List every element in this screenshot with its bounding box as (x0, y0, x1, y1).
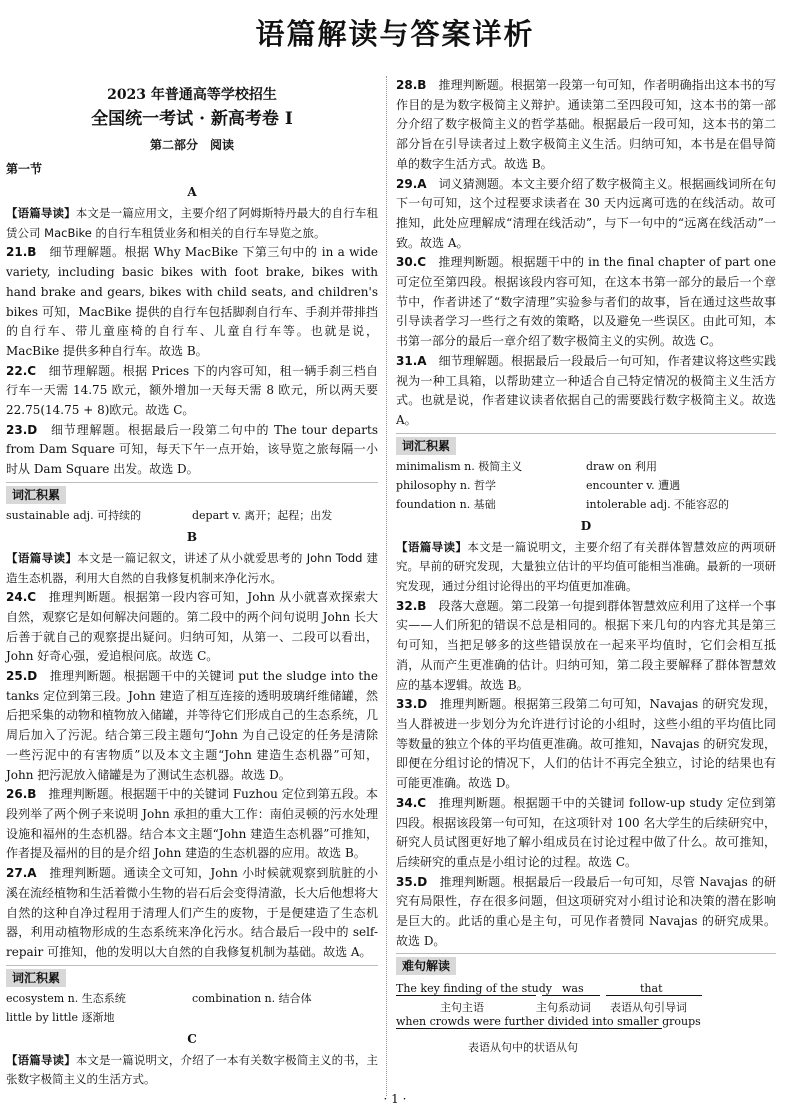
answer-item (396, 695, 776, 794)
sentence-part-subject: The key finding of the study (396, 982, 553, 996)
answer-explanation: 推理判断题。根据题干中的关键词 put the sludge into the tanks 定位到第三段。John 建造了相互连接的透明玻璃纤维储罐，然后把采集的动物和植物放入储罐，并等待它们形成自己的生态系统，几周后加入了污泥。结合第三段主题句“John 为自己设定的任务是清除一些污泥中的有害物质”以及本文主题“John 建造生态机器”可知，John 把污泥放入储罐是为了测试生态机器。故选 D。 (6, 669, 379, 782)
exam-title-line1: 2023 年普通高等学校招生 (107, 87, 277, 103)
guide-text: 本文是一篇说明文，介绍了一本有关数字极简主义的书，主张数字极简主义的生活方式。 (6, 1052, 379, 1087)
question-number: 22. (6, 363, 28, 378)
vocab-heading: 词汇积累 (396, 437, 456, 455)
answer-item (6, 362, 378, 421)
vocab-grid (396, 457, 776, 514)
underline (396, 995, 536, 996)
question-number: 26. (6, 787, 28, 802)
answer-item (396, 597, 776, 696)
vocab-grid (6, 506, 378, 525)
underline (542, 995, 600, 996)
question-number: 24. (6, 590, 28, 605)
answer-item (6, 785, 378, 864)
exam-title-line2: 全国统一考试 · 新高考卷 I (91, 109, 293, 129)
vocab-entry: encounter v. 遭遇 (586, 478, 681, 492)
answer-letter: D (27, 669, 38, 684)
sentence-label: 主句主语 (440, 1001, 484, 1015)
answer-item (6, 421, 378, 480)
question-number: 35. (396, 874, 418, 889)
guide-label: 【语篇导读】 (6, 206, 76, 220)
passage-letter-a: A (187, 185, 197, 199)
answer-explanation: 推理判断题。根据题干中的关键词 follow-up study 定位到第四段。根据该段第一句可知，在这项针对 100 名大学生的后续研究中，研究人员试图更好地了解小组成员在讨论过程中做了什么。故可推知，后续研究的重点是小组讨论的过程。故选 C。 (396, 795, 776, 869)
vocab-entry: sustainable adj. 可持续的 (6, 508, 142, 522)
answer-letter: C (417, 255, 427, 270)
answer-letter: B (27, 787, 37, 802)
guide-label: 【语篇导读】 (6, 1052, 76, 1067)
right-column (396, 76, 776, 1055)
answer-explanation: 细节理解题。根据 Why MacBike 下第三句中的 in a wide variety, including basic bikes with foot brake, bikes with hand brake and gears, bikes with child seats, and children's bikes 可知，MacBike 提供的自行车包括脚刹自行车、手刹并带排挡的自行车、带儿童座椅的自行车、儿童自行车等。也就是说，MacBike 提供多种自行车。故选 B。 (6, 245, 378, 358)
question-number: 29. (396, 176, 418, 191)
vocab-heading: 词汇积累 (6, 969, 66, 987)
answer-explanation: 细节理解题。根据最后一段第二句中的 The tour departs from Dam Square 可知，每天下午一点开始，该导览之旅每隔一小时从 Dam Square 出发。故选 D。 (6, 422, 378, 477)
vocab-box (396, 433, 776, 514)
passage-guide (396, 538, 776, 597)
sentence-part-verb: was (562, 982, 584, 996)
answer-letter: A (417, 176, 427, 191)
passage-letter-d: D (580, 518, 592, 533)
vocab-grid (6, 989, 378, 1027)
underline (606, 995, 702, 996)
answer-item (396, 352, 776, 431)
question-number: 33. (396, 697, 418, 712)
left-column (6, 76, 378, 1090)
answer-letter: D (417, 697, 428, 712)
answer-explanation: 推理判断题。根据第一段内容可知，John 从小就喜欢探索大自然，观察它是如何解决问题的。第二段中的两个问句说明 John 长大后善于就自己的观察提出疑问。归纳可知，从第一、二段可以看出，John 好奇心强，爱追根问底。故选 C。 (6, 590, 378, 664)
answer-letter: D (417, 874, 428, 889)
answer-explanation: 细节理解题。根据最后一段最后一句可知，作者建议将这些实践视为一种工具箱，以帮助建立一种适合自己特定情况的极简主义生活方式。也就是说，作者建议读者依据自己的需要践行数字极简主义。故选 A。 (396, 353, 776, 427)
exam-section: 第一节 (6, 162, 43, 176)
vocab-entry: little by little 逐渐地 (6, 1010, 115, 1024)
answer-explanation: 细节理解题。根据 Prices 下的内容可知，租一辆手刹三档自行车一天需 14.75 欧元，额外增加一天每天需 8 欧元，所以两天要 22.75(14.75 + 8)欧元。故选 C。 (6, 363, 378, 418)
answer-explanation: 推理判断题。通读全文可知，John 小时候就观察到肮脏的小溪在流经植物和生活着微小生物的岩石后会变得清澈，长大后他想将大自然的这种自净过程用于清理人们产生的废物，于是便建造了生态机器，利用动植物形成的生态系统来净化污水。结合最后一段中的 self-repair 可推知，他的发明以大自然的自我修复机制为基础。故选 A。 (6, 866, 379, 959)
answer-explanation: 推理判断题。根据第三段第二句可知，Navajas 的研究发现，当人群被进一步划分为允许进行讨论的小组时，这些小组的平均值比同等数量的独立个体的平均值更准确。故可推知，Navajas 的研究发现，即便在分组讨论的情况下，人们的估计不再完全独立，讨论的结果也有可能更准确。故选 D。 (396, 697, 776, 791)
answer-item (396, 794, 776, 873)
underline (396, 1028, 662, 1029)
sentence-diagram (396, 979, 776, 1041)
question-number: 25. (6, 669, 28, 684)
difficult-sentence-box (396, 953, 776, 1055)
sentence-label: 表语从句引导词 (610, 1001, 687, 1015)
passage-guide (6, 204, 378, 243)
answer-item (396, 873, 776, 952)
answer-letter: B (417, 78, 427, 92)
vocab-box (6, 965, 378, 1027)
vocab-entry: philosophy n. 哲学 (396, 478, 496, 492)
answer-item (6, 243, 378, 361)
exam-part: 第二部分 阅读 (149, 138, 234, 152)
answer-letter: C (27, 590, 37, 605)
question-number: 27. (6, 866, 28, 881)
question-number: 34. (396, 795, 418, 810)
page-title: 语篇解读与答案详析 (255, 17, 535, 51)
passage-letter-b: B (186, 529, 198, 544)
answer-letter: B (27, 245, 37, 260)
passage-guide (6, 549, 378, 588)
answer-item (396, 253, 776, 352)
answer-item (6, 864, 378, 963)
answer-letter: C (417, 795, 427, 810)
answer-item (396, 175, 776, 254)
answer-explanation: 段落大意题。第二段第一句提到群体智慧效应利用了这样一个事实——人们所犯的错误不总是相同的。根据下来几句的内容尤其是第三句可知，当把足够多的这些错误放在一起来平均值时，它们会相互抵消，从而产生更准确的估计。归纳可知，第二段主要解释了群体智慧效应的基本逻辑。故选 B。 (396, 598, 776, 692)
answer-letter: C (27, 363, 37, 378)
answer-item (396, 76, 776, 175)
vocab-entry: combination n. 结合体 (192, 991, 312, 1005)
answer-explanation: 推理判断题。根据第一段第一句可知，作者明确指出这本书的写作目的是为数字极简主义辩护。通读第二至四段可知，这本书的第一部分介绍了数字极简主义的哲学基础。根据最后一段可知，这本书的第二部分旨在引导读者过上数字极简主义生活。归纳可知，本书是在倡导简单的数字生活方式。故选 B。 (396, 78, 776, 171)
answer-explanation: 词义猜测题。本文主要介绍了数字极简主义。根据画线词所在句下一句可知，这个过程要求读者在 30 天内远离可选的在线活动。故可推知，此处应理解成“清理在线活动”，与下一句中的“远离在线活动”一致。故选 A。 (396, 176, 776, 250)
passage-guide (6, 1051, 378, 1090)
vocab-entry: foundation n. 基础 (396, 497, 496, 511)
question-number: 32. (396, 598, 418, 613)
answer-item (6, 667, 378, 785)
guide-label: 【语篇导读】 (6, 550, 78, 565)
answer-item (6, 588, 378, 667)
passage-letter-c: C (187, 1031, 197, 1046)
answer-letter: A (417, 353, 427, 368)
vocab-heading: 词汇积累 (6, 486, 66, 504)
question-number: 21. (6, 245, 28, 260)
guide-text: 本文是一篇说明文，主要介绍了有关群体智慧效应的两项研究。早前的研究发现，大量独立估计的平均值可能相当准确。最新的一项研究发现，通过分组讨论得出的平均值更加准确。 (396, 539, 777, 594)
answer-letter: A (27, 866, 37, 881)
answer-letter: B (417, 598, 427, 613)
column-divider (386, 76, 387, 1096)
vocab-entry: intolerable adj. 不能容忍的 (586, 497, 730, 511)
vocab-entry: ecosystem n. 生态系统 (6, 991, 126, 1005)
sentence-part-clause: when crowds were further divided into smaller groups (396, 1015, 701, 1029)
guide-text: 本文是一篇记叙文，讲述了从小就爱思考的 John Todd 建造生态机器，利用大自然的自我修复机制来净化污水。 (6, 550, 378, 585)
vocab-entry: minimalism n. 极简主义 (396, 459, 523, 473)
guide-text: 本文是一篇应用文，主要介绍了阿姆斯特丹最大的自行车租赁公司 MacBike 的自行车租赁业务和相关的自行车导览之旅。 (6, 206, 379, 240)
vocab-entry: draw on 利用 (586, 459, 657, 473)
difficult-sentence-heading: 难句解读 (396, 957, 456, 975)
question-number: 28. (396, 78, 418, 92)
answer-explanation: 推理判断题。根据最后一段最后一句可知，尽管 Navajas 的研究有局限性，存在很多问题，但这项研究对小组讨论和决策的潜在影响是巨大的。此话的重心是主句，可见作者赞同 Navajas 的研究成果。故选 D。 (396, 874, 776, 948)
vocab-entry: depart v. 离开；起程；出发 (192, 508, 333, 522)
question-number: 31. (396, 353, 418, 368)
question-number: 23. (6, 422, 28, 437)
answer-letter: D (27, 422, 38, 437)
question-number: 30. (396, 255, 418, 270)
vocab-box (6, 482, 378, 525)
answer-explanation: 推理判断题。根据题干中的关键词 Fuzhou 定位到第五段。本段列举了两个例子来说明 John 承担的重大工作：南伯灵顿的污水处理设施和福州的生态机器。结合本文主题“John 建造生态机器”可推知，作者提及福州的目的是介绍 John 建造的生态机器的应用。故选 B。 (6, 787, 378, 861)
sentence-part-conjunction: that (640, 982, 663, 996)
sentence-label: 主句系动词 (536, 1001, 591, 1015)
sentence-label: 表语从句中的状语从句 (468, 1041, 578, 1055)
page-number: · 1 · (383, 1092, 407, 1106)
answer-explanation: 推理判断题。根据题干中的 in the final chapter of part one 可定位至第四段。根据该段内容可知，在这本书第一部分的最后一个章节中，作者讲述了“数字清理”实验参与者们的故事，旨在通过这些故事引导读者学习一些行之有效的策略，以及避免一些误区。由此可知，本书第一部分的最后一章介绍了数字极简主义的实例。故选 C。 (396, 255, 776, 349)
guide-label: 【语篇导读】 (396, 539, 468, 554)
